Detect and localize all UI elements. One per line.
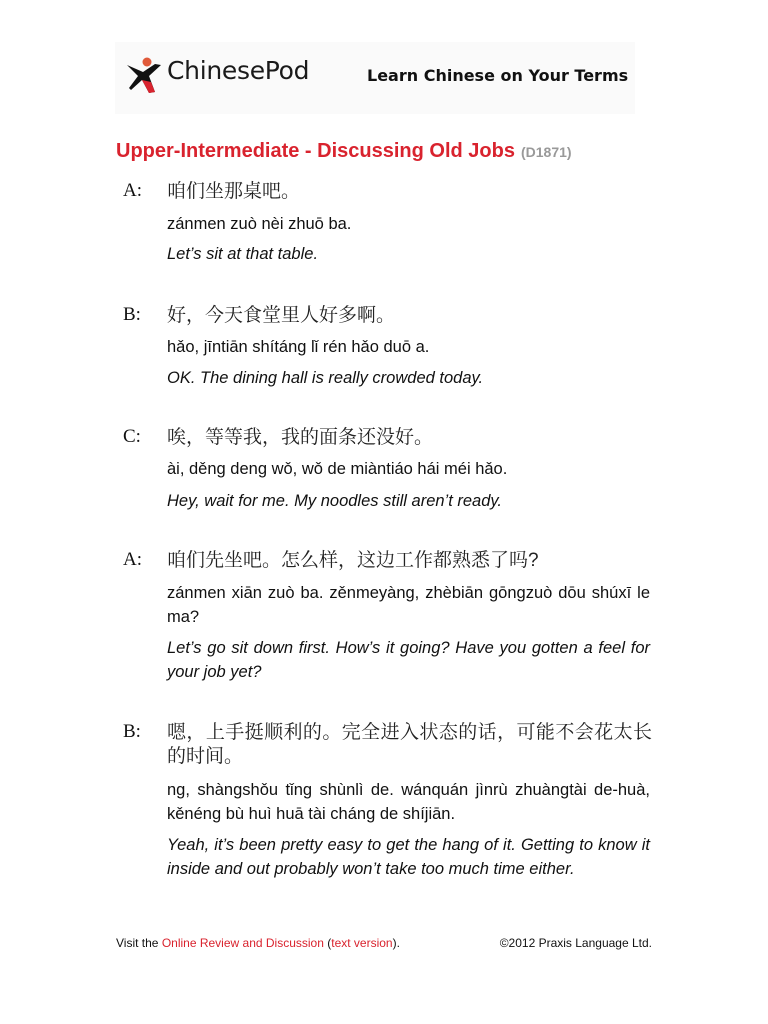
visit-text: Visit the xyxy=(116,936,159,950)
paren-close: ). xyxy=(392,936,400,950)
paren-open: ( xyxy=(327,936,332,950)
english-text: Let’s go sit down first. How’s it going? Have you gotten a feel for your job yet? xyxy=(167,639,650,681)
tagline: Learn Chinese on Your Terms xyxy=(367,66,629,85)
pinyin-text: ài, děng deng wǒ, wǒ de miàntiáo hái méi hǎo. xyxy=(167,460,508,478)
chinese-text: 咱们先坐吧。怎么样，这边工作都熟悉了吗? xyxy=(167,550,539,571)
page-title xyxy=(116,140,572,163)
chinesepod-logo-icon xyxy=(125,56,165,96)
english-text: Hey, wait for me. My noodles still aren’t ready. xyxy=(167,492,503,510)
speaker-label: C: xyxy=(123,426,141,447)
copyright: ©2012 Praxis Language Ltd. xyxy=(499,936,652,950)
footer-links xyxy=(116,936,400,950)
brand-name: ChinesePod xyxy=(167,56,310,85)
pinyin-text: hǎo, jīntiān shítáng lǐ rén hǎo duō a. xyxy=(167,338,430,356)
pinyin-text: ng, shàngshǒu tǐng shùnlì de. wánquán jìnrù zhuàngtài de-huà, kěnéng bù huì huā tài cháng de shíjiān. xyxy=(167,781,650,823)
header-banner xyxy=(115,42,635,114)
online-review-link[interactable]: Online Review and Discussion xyxy=(161,936,324,950)
english-text: OK. The dining hall is really crowded today. xyxy=(167,369,484,387)
speaker-label: B: xyxy=(123,304,141,325)
speaker-label: A: xyxy=(123,549,142,570)
speaker-label: B: xyxy=(123,721,141,742)
english-text: Let’s sit at that table. xyxy=(167,245,319,263)
chinese-text: 唉，等等我，我的面条还没好。 xyxy=(167,427,434,448)
lesson-title: Upper-Intermediate - Discussing Old Jobs xyxy=(116,140,515,162)
lesson-code: (D1871) xyxy=(520,144,572,160)
english-text: Yeah, it’s been pretty easy to get the hang of it. Getting to know it inside and out probably won’t take too much time either. xyxy=(167,836,650,878)
pinyin-text: zánmen xiān zuò ba. zěnmeyàng, zhèbiān gōngzuò dōu shúxī le ma? xyxy=(167,584,650,626)
pinyin-text: zánmen zuò nèi zhuō ba. xyxy=(167,215,352,233)
chinese-text: 好，今天食堂里人好多啊。 xyxy=(167,305,396,326)
chinese-text: 嗯，上手挺顺利的。完全进入状态的话，可能不会花太长的时间。 xyxy=(167,722,652,767)
text-version-link[interactable]: text version xyxy=(331,936,393,950)
chinese-text: 咱们坐那桌吧。 xyxy=(167,181,301,202)
speaker-label: A: xyxy=(123,180,142,201)
